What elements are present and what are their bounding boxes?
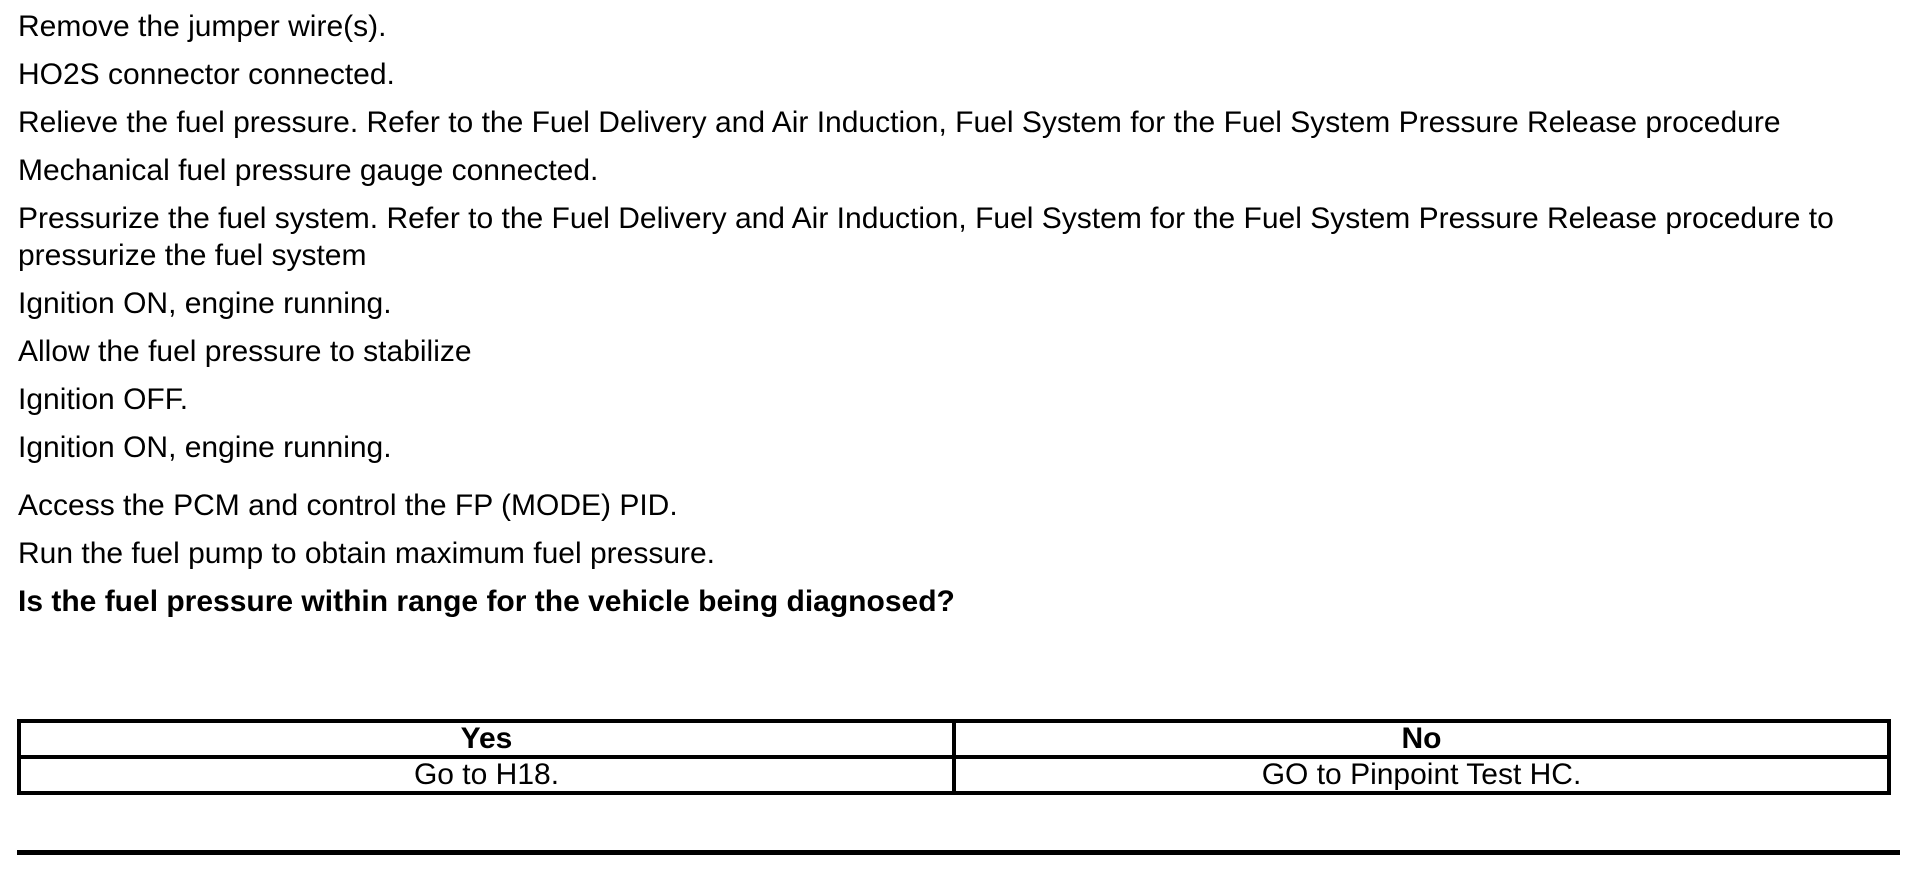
step-ignition-off: Ignition OFF. [18,383,189,416]
header-yes: Yes [19,721,954,757]
step-ho2s-connected: HO2S connector connected. [18,58,395,91]
step-ignition-on-2: Ignition ON, engine running. [18,431,392,464]
step-gauge-connected: Mechanical fuel pressure gauge connected. [18,154,599,187]
header-no: No [954,721,1889,757]
step-stabilize: Allow the fuel pressure to stabilize [18,335,472,368]
procedure-steps [18,8,1878,620]
step-relieve-pressure: Relieve the fuel pressure. Refer to the Fuel Delivery and Air Induction, Fuel System for the Fuel System Pressure Release procedure [18,106,1781,139]
table-header-row [19,721,1889,757]
step-access-pcm: Access the PCM and control the FP (MODE) PID. [18,489,678,522]
diagnostic-question: Is the fuel pressure within range for the vehicle being diagnosed? [18,585,955,618]
step-ignition-on-1: Ignition ON, engine running. [18,287,392,320]
step-run-fuel-pump: Run the fuel pump to obtain maximum fuel pressure. [18,537,716,570]
section-divider [17,850,1900,855]
step-remove-jumper: Remove the jumper wire(s). [18,10,387,43]
result-no-action: GO to Pinpoint Test HC. [954,757,1889,793]
table-row [19,757,1889,793]
step-pressurize-system: Pressurize the fuel system. Refer to the Fuel Delivery and Air Induction, Fuel System for the Fuel System Pressure Release procedure to pressurize the fuel system [18,202,1834,272]
result-yes-action: Go to H18. [19,757,954,793]
result-table [17,719,1891,795]
